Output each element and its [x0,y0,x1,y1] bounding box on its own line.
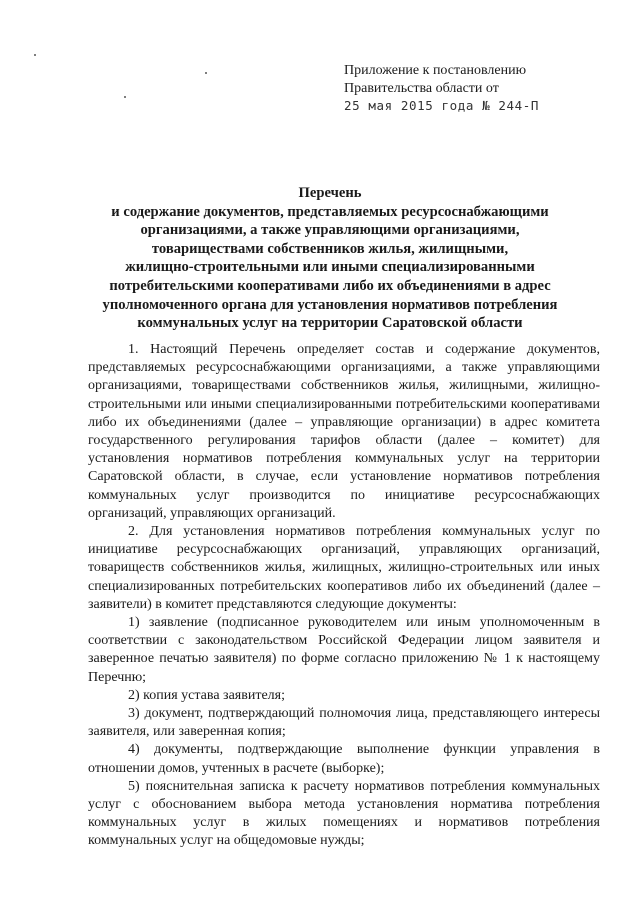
list-item-4: 4) документы, подтверждающие выполнение функции управления в отношении домов, учтенных в расчете (выборке); [88,742,600,776]
scan-speck [34,54,36,56]
heading-title: Перечень [298,185,362,201]
heading-line: организациями, а также управляющими организациями, [140,222,520,239]
appendix-line: Правительства области от [344,80,499,96]
paragraph-2: 2. Для установления нормативов потребления коммунальных услуг по инициативе ресурсоснабжающих организаций, управляющих организаций, товариществ собственников жилья, жилищных, жилищно-строительных или иных специализированных потребительских кооперативов либо их объединений (далее – заявители) в комитет представляются следующие документы: [88,524,600,612]
heading-line: жилищно-строительными или иными специализированными [125,259,535,276]
list-item-2: 2) копия устава заявителя; [128,687,285,703]
heading-line: потребительскими кооперативами либо их объединениями в адрес [109,277,551,294]
scan-speck [205,72,207,74]
appendix-line: Приложение к постановлению [344,63,527,78]
heading-line: коммунальных услуг на территории Саратовской области [137,315,523,332]
scan-speck [124,96,126,98]
heading-line: уполномоченного органа для установления нормативов потребления [102,296,558,313]
heading-line: товариществами собственников жилья, жилищными, [151,240,509,257]
document-heading [60,184,600,333]
list-item-1: 1) заявление (подписанное руководителем или иным уполномоченным в соответствии с законодательством Российской Федерации лицом заявителя и заверенное печатью заявителя) по форме согласно приложению № 1 к настоящему Перечню; [88,615,600,685]
list-item-5: 5) пояснительная записка к расчету нормативов потребления коммунальных услуг с обоснованием выбора метода установления норматива потребления коммунальных услуг в жилых помещениях и нормативов потребления коммунальных услуг на общедомовые нужды; [88,778,600,849]
document-body [88,341,600,851]
paragraph-1: 1. Настоящий Перечень определяет состав и содержание документов, представляемых ресурсоснабжающими организациями, а также управляющими организациями, товариществами собственников жилья, жилищными, жилищно-строительными или иными специализированными потребительскими кооперативами либо их объединениями (далее – управляющие организации) в адрес комитета государственного регулирования тарифов области (далее – комитет) для установления нормативов потребления коммунальных услуг на территории Саратовской области, в случае, если установление нормативов потребления коммунальных услуг производится по инициативе ресурсоснабжающих организаций, управляющих организаций. [88,342,600,521]
appendix-date-line: 25 мая 2015 года № 244-П [344,98,540,113]
appendix-note [344,62,624,115]
heading-line: и содержание документов, представляемых ресурсоснабжающими [111,203,549,220]
list-item-3: 3) документ, подтверждающий полномочия лица, представляющего интересы заявителя, или заверенная копия; [88,706,600,740]
